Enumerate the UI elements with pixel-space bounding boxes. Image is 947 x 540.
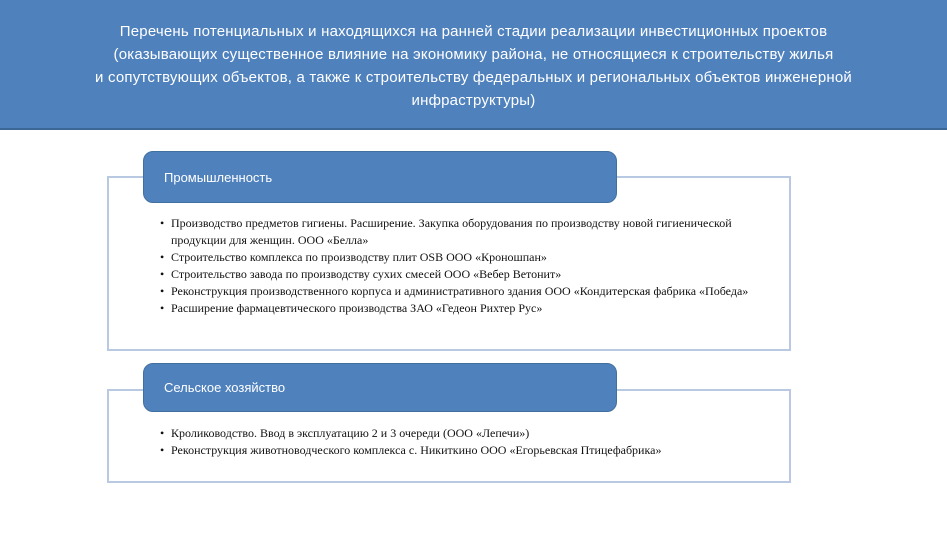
section-label: Промышленность (164, 169, 273, 185)
section-label: Сельское хозяйство (164, 380, 286, 395)
list-item: • Кролиководство. Ввод в эксплуатацию 2 и 3 очереди (ООО «Лепечи») (160, 425, 700, 442)
industry-section-tab (143, 151, 617, 203)
list-item: • Реконструкция животноводческого комплекса с. Никиткино ООО «Егорьевская Птицефабрика» (160, 442, 700, 459)
agriculture-project-list (160, 425, 700, 459)
list-item: • Расширение фармацевтического производства ЗАО «Гедеон Рихтер Рус» (160, 300, 770, 317)
title-line: Перечень потенциальных и находящихся на ранней стадии реализации инвестиционных проектов (119, 23, 828, 40)
list-item: • Реконструкция производственного корпуса и административного здания ООО «Кондитерская фабрика «Победа» (160, 283, 770, 300)
list-item: • Строительство завода по производству сухих смесей ООО «Вебер Ветонит» (160, 266, 770, 283)
list-item: • Производство предметов гигиены. Расширение. Закупка оборудования по производству новой гигиенической продукции для женщин. ООО «Белла» (160, 215, 770, 249)
page-title (40, 20, 907, 112)
list-item: • Строительство комплекса по производству плит OSB ООО «Кроношпан» (160, 249, 770, 266)
industry-project-list (160, 215, 770, 317)
agriculture-section-tab (143, 363, 617, 412)
title-line: инфраструктуры) (411, 92, 536, 109)
title-line: (оказывающих существенное влияние на экономику района, не относящиеся к строительству жилья (113, 46, 834, 63)
title-line: и сопутствующих объектов, а также к строительству федеральных и региональных объектов инженерной (95, 69, 852, 86)
header-banner (0, 0, 947, 130)
